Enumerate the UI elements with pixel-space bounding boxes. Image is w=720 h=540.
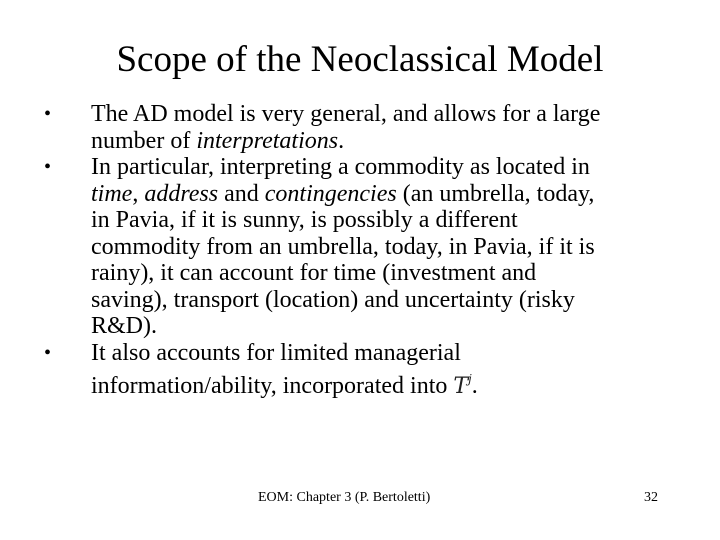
text-line: [91, 181, 701, 208]
text-run: rainy), it can account for time (investment and: [91, 260, 537, 286]
math-t: T: [453, 374, 469, 399]
bullet-item: [0, 340, 701, 401]
text-run: .: [338, 127, 345, 154]
bullet-item: [0, 101, 701, 154]
emphasis-address: address: [144, 180, 219, 207]
text-run: information/ability, incorporated into: [91, 373, 454, 399]
text-line: [91, 313, 701, 340]
page-number: 32: [644, 490, 658, 505]
text-run: in Pavia, if it is sunny, is possibly a different: [91, 207, 518, 233]
text-line: [91, 287, 701, 314]
text-run: (an umbrella, today,: [396, 180, 595, 207]
text-run: .: [471, 373, 478, 399]
text-run: R&D).: [91, 313, 157, 339]
emphasis-interpretations: interpretations: [196, 127, 339, 154]
text-line: [91, 340, 701, 367]
text-line: [91, 128, 701, 155]
emphasis-time: time: [91, 180, 133, 207]
text-line: [91, 101, 701, 128]
text-run: It also accounts for limited managerial: [91, 339, 461, 366]
text-run: In particular, interpreting a commodity as located in: [91, 154, 590, 180]
math-superscript-j: j: [468, 372, 472, 386]
text-line: [91, 260, 701, 287]
bullet-dot-icon: •: [44, 103, 52, 125]
text-line: [91, 366, 701, 401]
text-line: [91, 207, 701, 234]
bullet-dot-icon: •: [44, 156, 52, 178]
bullet-list: [0, 101, 720, 401]
text-run: and: [218, 180, 265, 207]
bullet-dot-icon: •: [44, 341, 52, 364]
text-run: ,: [132, 180, 145, 207]
text-run: commodity from an umbrella, today, in Pavia, if it is: [91, 233, 595, 260]
footer-text: EOM: Chapter 3 (P. Bertoletti): [258, 490, 431, 505]
text-line: [91, 154, 701, 181]
emphasis-contingencies: contingencies: [264, 180, 397, 207]
text-line: [91, 234, 701, 261]
text-run: saving), transport (location) and uncertainty (risky: [91, 286, 575, 313]
slide-title: Scope of the Neoclassical Model: [116, 39, 604, 80]
text-run: number of: [91, 127, 197, 154]
bullet-item: [0, 154, 701, 340]
text-run: The AD model is very general, and allows for a large: [91, 101, 601, 127]
math-tj: [453, 374, 471, 399]
